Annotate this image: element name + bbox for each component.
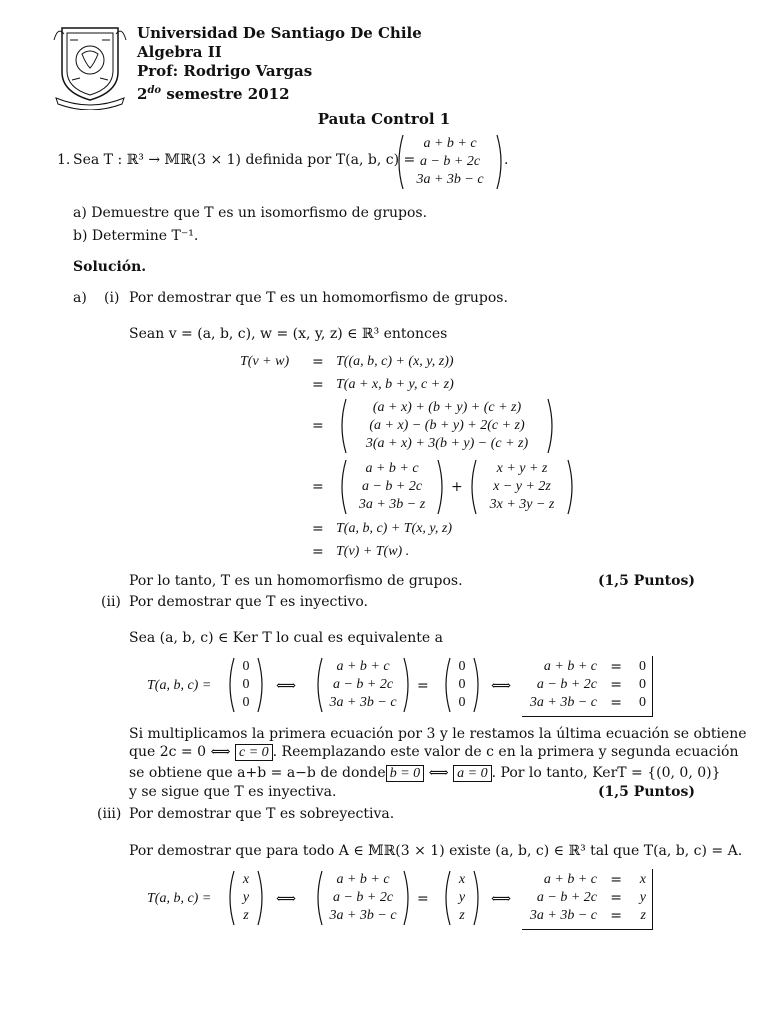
step-ii-label: (ii) [101,594,121,610]
system-equations-2: a + b + c a − b + 2c 3a + 3b − c = = = x y z [522,869,653,930]
part-a: a) Demuestre que T es un isomorfismo de grupos. [73,205,428,221]
ii-paragraph-2: que 2c = 0 ⟺ c = 0 . Reemplazando este valor de c en la primera y segunda ecuación [129,744,739,760]
xyz-vector-2: x y z [442,869,482,927]
step-i-text: Por demostrar que T es un homomorfismo de grupos. [129,290,508,306]
step-ii-intro: Sea (a, b, c) ∈ Ker T lo cual es equivalente a [129,630,444,646]
eq-sign-5: = [312,521,324,537]
definition-matrix: a + b + c a − b + 2c 3a + 3b − c [395,133,505,191]
statement-period: . [504,152,509,168]
eq-sign-3: = [312,418,324,434]
step-iii-label: (iii) [97,806,122,822]
step-iii-intro: Por demostrar que para todo A ∈ 𝕄ℝ(3 × 1) existe (a, b, c) ∈ ℝ³ tal que T(a, b, c) = A. [129,843,743,859]
ii-paragraph-1: Si multiplicamos la primera ecuación por 3 y le restamos la última ecuación se obtiene [129,726,747,742]
iff-4: ⟺ [491,891,512,907]
iff-3: ⟺ [276,891,297,907]
iff-2: ⟺ [491,678,512,694]
points-ii: (1,5 Puntos) [597,784,695,800]
eq-plus: + [451,479,463,495]
eq-line-4-matrix-right: x + y + z x − y + 2z 3x + 3y − z [468,458,576,516]
step-iii-text: Por demostrar que T es sobreyectiva. [129,806,395,822]
page-title: Pauta Control 1 [317,110,451,128]
ii-paragraph-3: se obtiene que a+b = a−b de donde b = 0 ⟺ a = 0 . Por lo tanto, KerT = {(0, 0, 0)} [129,765,721,781]
step-i-label: (i) [104,290,120,306]
problem-number: 1. [57,152,71,168]
eq-sign-2: = [312,377,324,393]
eq-sign-ii: = [417,678,429,694]
eq-sign-4: = [312,479,324,495]
semester: $2^{do}$ semestre 2012 [137,85,290,103]
xyz-vector-1: x y z [226,869,266,927]
solution-a-label: a) [73,290,87,306]
part-b: b) Determine T⁻¹. [73,228,199,244]
ii-paragraph-4: y se sigue que T es inyectiva. [129,784,337,800]
system-matrix-2: a + b + c a − b + 2c 3a + 3b − c [314,869,412,927]
eq-sign-6: = [312,544,324,560]
eq-line-4-matrix-left: a + b + c a − b + 2c 3a + 3b − z [338,458,446,516]
system-equations-1: a + b + c a − b + 2c 3a + 3b − c = = = 0 0 0 [522,656,653,717]
surj-lhs: T(a, b, c) = [147,891,212,906]
university-name: Universidad De Santiago De Chile [137,24,422,42]
zero-vector-2: 0 0 0 [442,656,482,714]
eq-sign-iii: = [417,891,429,907]
eq-lhs: T(v + w) [240,354,290,369]
zero-vector-1: 0 0 0 [226,656,266,714]
course-name: Algebra II [137,43,222,61]
eq-line-1: T((a, b, c) + (x, y, z)) [336,354,454,369]
iff-1: ⟺ [276,678,297,694]
step-i-intro: Sean v = (a, b, c), w = (x, y, z) ∈ ℝ³ entonces [129,326,448,342]
eq-line-3-matrix: (a + x) + (b + y) + (c + z) (a + x) − (b + y) + 2(c + z) 3(a + x) + 3(b + y) − (c + z) [338,397,556,455]
eq-line-6: T(v) + T(w) . [336,544,410,559]
boxed-c-zero: c = 0 [235,744,273,761]
boxed-a-zero: a = 0 [453,765,491,782]
eq-line-5: T(a, b, c) + T(x, y, z) [336,521,452,536]
points-i: (1,5 Puntos) [597,573,695,589]
eq-sign-1: = [312,354,324,370]
ker-lhs: T(a, b, c) = [147,678,212,693]
step-ii-text: Por demostrar que T es inyectivo. [129,594,368,610]
university-seal-logo [50,20,130,110]
system-matrix-1: a + b + c a − b + 2c 3a + 3b − c [314,656,412,714]
step-i-conclusion: Por lo tanto, T es un homomorfismo de grupos. [129,573,463,589]
problem-statement: Sea T : ℝ³ → 𝕄ℝ(3 × 1) definida por T(a, b, c) = [73,152,416,168]
solution-heading: Solución. [73,259,147,275]
eq-line-2: T(a + x, b + y, c + z) [336,377,454,392]
boxed-b-zero: b = 0 [386,765,424,782]
professor-name: Prof: Rodrigo Vargas [137,62,313,80]
